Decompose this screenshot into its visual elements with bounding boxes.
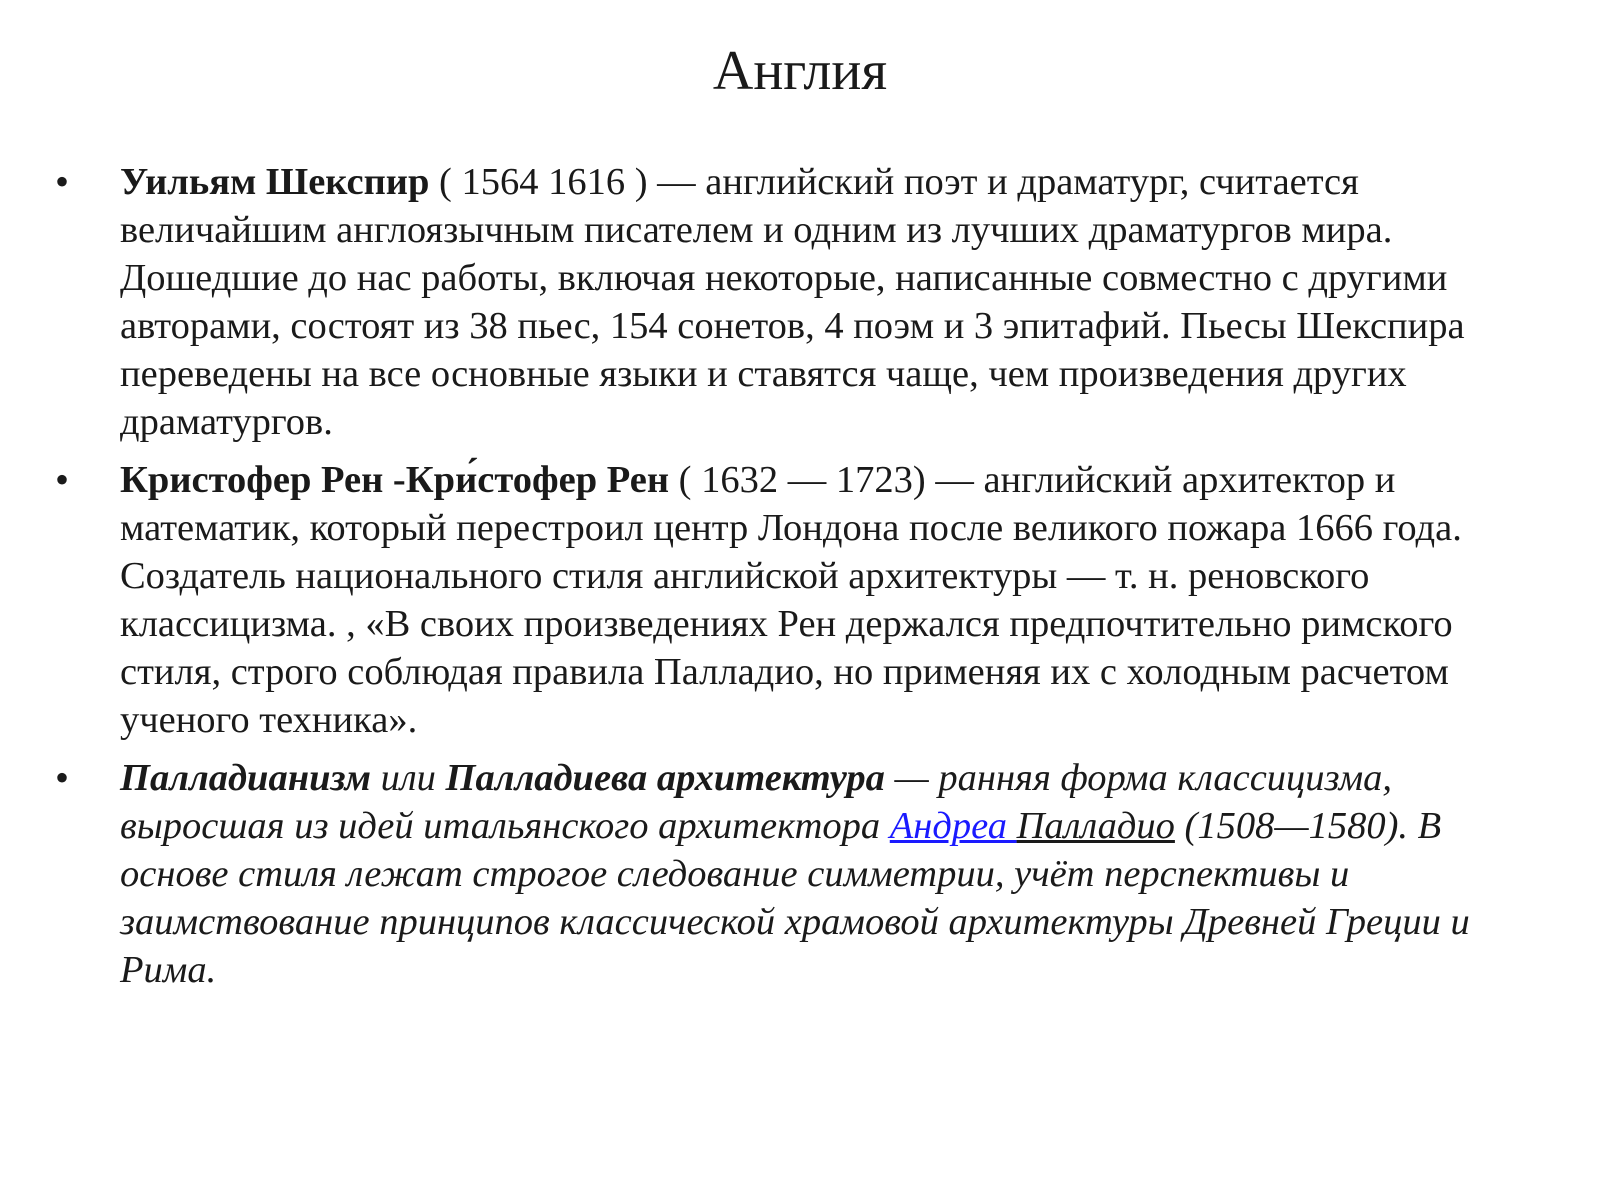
andrea-palladio-link-continued[interactable]: Палладио bbox=[1016, 805, 1175, 847]
slide-title: Англия bbox=[712, 40, 888, 102]
bullet-item-shakespeare bbox=[55, 158, 1495, 446]
bullet-text bbox=[120, 459, 1462, 741]
bullet-text bbox=[120, 161, 1465, 443]
bullet-body: ( 1632 — 1723) — английский архитектор и математик, который перестроил центр Лондона после великого пожара 1666 года. Создатель национального стиля английской архитектуры — т. н. реновского классицизма. , «В своих произведениях Рен держался предпочтительно римского стиля, строго соблюдая правила Палладио, но применяя их с холодным расчетом ученого техника». bbox=[120, 459, 1462, 741]
bullet-text bbox=[120, 757, 1470, 991]
bullet-body: — ранняя форма классицизма, выросшая из идей итальянского архитектора bbox=[120, 757, 1393, 847]
bullet-dot-icon: • bbox=[55, 755, 70, 800]
bullet-list bbox=[55, 158, 1495, 1004]
bullet-bold-name: Уильям Шекспир bbox=[120, 161, 430, 203]
bullet-body: ( 1564 1616 ) — английский поэт и драматург, считается величайшим англоязычным писателем и одним из лучших драматургов мира. Дошедшие до нас работы, включая некоторые, написанные совместно с другими авторами, состоят из 38 пьес, 154 сонетов, 4 поэм и 3 эпитафий. Пьесы Шекспира переведены на все основные языки и ставятся чаще, чем произведения других драматургов. bbox=[120, 161, 1465, 443]
bullet-body: или bbox=[370, 757, 446, 799]
bullet-bold-term: Палладианизм bbox=[120, 757, 371, 799]
bullet-dot-icon: • bbox=[55, 159, 70, 204]
bullet-body: (1508—1580). В основе стиля лежат строгое следование симметрии, учёт перспективы и заимствование принципов классической храмовой архитектуры Древней Греции и Рима. bbox=[120, 805, 1470, 991]
andrea-palladio-link[interactable]: Андреа bbox=[889, 805, 1017, 847]
bullet-dot-icon: • bbox=[55, 457, 70, 502]
bullet-bold-name: Кристофер Рен -Кри́стофер Рен bbox=[120, 459, 670, 501]
bullet-item-wren bbox=[55, 456, 1495, 744]
bullet-bold-term: Палладиева архитектура bbox=[445, 757, 885, 799]
bullet-item-palladianism bbox=[55, 754, 1495, 994]
